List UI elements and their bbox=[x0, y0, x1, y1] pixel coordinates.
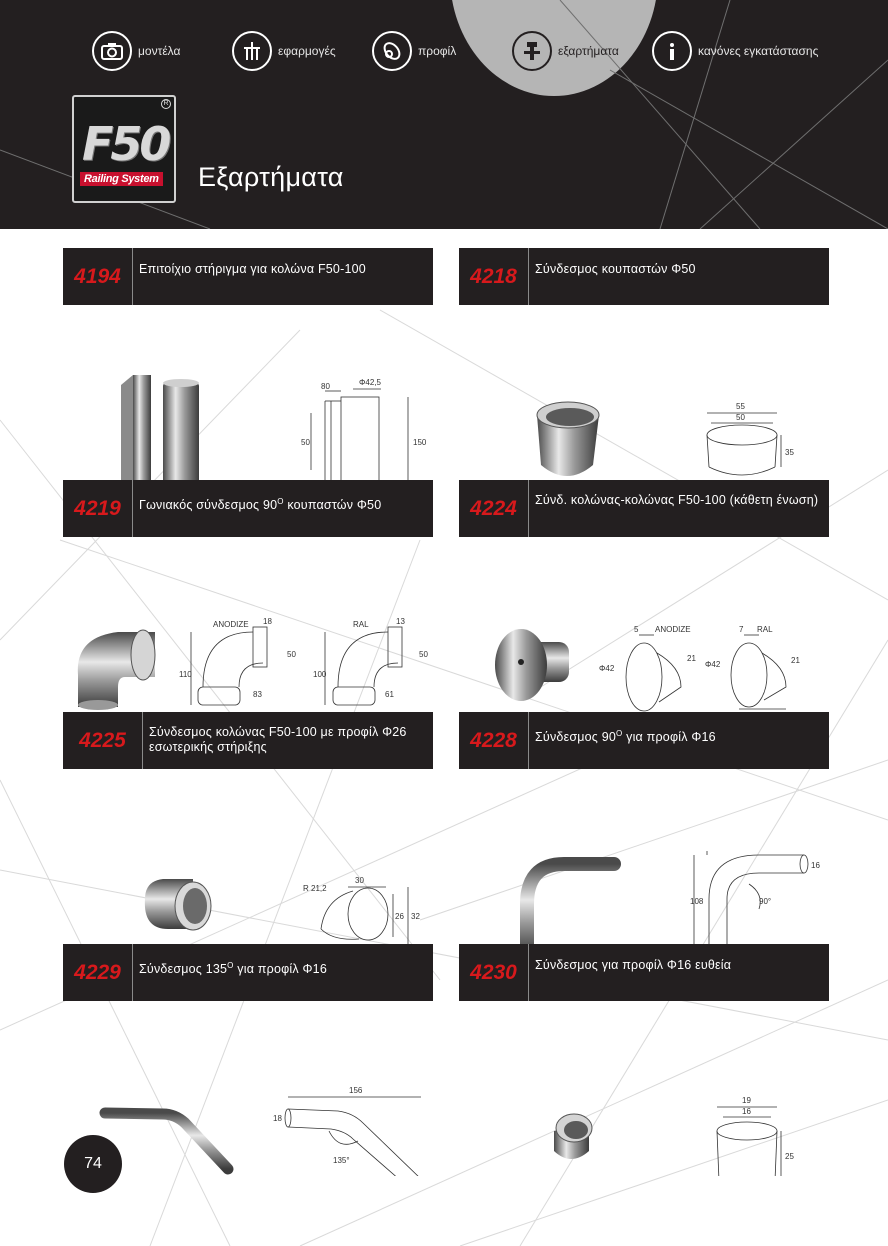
product-header bbox=[63, 248, 433, 305]
dim-label: Φ42 bbox=[599, 664, 615, 673]
dim-label: 13 bbox=[396, 617, 405, 626]
title-part: Γωνιακός σύνδεσμος 90 bbox=[139, 498, 278, 513]
product-code: 4224 bbox=[459, 480, 529, 537]
info-icon bbox=[652, 31, 692, 71]
dim-label: 30 bbox=[355, 876, 364, 885]
nav-label: μοντέλα bbox=[138, 44, 181, 58]
dim-label: 16 bbox=[742, 1107, 751, 1116]
nav-item-applications[interactable] bbox=[232, 30, 336, 72]
product-title: Επιτοίχιο στήριγμα για κολώνα F50-100 bbox=[139, 262, 366, 276]
technical-drawing bbox=[717, 1107, 781, 1176]
dim-label: 32 bbox=[411, 912, 420, 921]
page-header bbox=[0, 0, 888, 229]
product-figures bbox=[459, 1001, 829, 1176]
product-title bbox=[133, 944, 433, 1001]
dim-label: RAL bbox=[353, 620, 369, 629]
product-drawing bbox=[459, 769, 829, 944]
product-photo bbox=[527, 864, 614, 944]
degree-sup: O bbox=[227, 961, 234, 970]
camera-icon bbox=[92, 31, 132, 71]
product-figures bbox=[459, 769, 829, 944]
product-card bbox=[459, 712, 829, 944]
technical-drawing bbox=[285, 1097, 421, 1176]
product-code: 4218 bbox=[459, 248, 529, 305]
product-drawing bbox=[459, 1001, 829, 1176]
dim-label: RAL bbox=[757, 625, 773, 634]
product-figures bbox=[459, 305, 829, 480]
title-part: Σύνδεσμος 135 bbox=[139, 962, 228, 977]
product-header bbox=[63, 944, 433, 1001]
technical-drawing bbox=[707, 413, 781, 475]
product-drawing bbox=[459, 305, 829, 480]
product-code: 4194 bbox=[63, 248, 133, 305]
dim-label: 135° bbox=[333, 1156, 350, 1165]
dim-label: 150 bbox=[413, 438, 427, 447]
product-header bbox=[459, 944, 829, 1001]
product-photo bbox=[537, 402, 599, 476]
dim-label: 19 bbox=[742, 1096, 751, 1105]
dim-label: 26 bbox=[395, 912, 404, 921]
product-card bbox=[63, 944, 433, 1176]
dim-label: 7 bbox=[739, 625, 744, 634]
title-part: κουπαστών Φ50 bbox=[283, 498, 382, 513]
dim-label: R 21,2 bbox=[303, 884, 327, 893]
profile-icon bbox=[372, 31, 412, 71]
product-photo bbox=[554, 1114, 592, 1159]
nav-label: εξαρτήματα bbox=[558, 44, 619, 58]
product-figures bbox=[459, 537, 829, 712]
dim-label: 156 bbox=[349, 1086, 363, 1095]
technical-drawing bbox=[694, 851, 808, 944]
product-drawing bbox=[63, 537, 433, 712]
logo-main: F50 bbox=[82, 117, 169, 171]
product-header bbox=[63, 480, 433, 537]
nav-label: κανόνες εγκατάστασης bbox=[698, 44, 819, 58]
degree-sup: O bbox=[616, 729, 623, 738]
technical-drawing bbox=[626, 635, 786, 712]
registered-mark: R bbox=[161, 99, 171, 109]
product-code: 4225 bbox=[63, 712, 143, 769]
dim-label: 18 bbox=[263, 617, 272, 626]
product-header bbox=[459, 248, 829, 305]
accessories-icon bbox=[512, 31, 552, 71]
product-title bbox=[133, 480, 433, 537]
technical-drawing bbox=[191, 627, 402, 705]
title-part: Σύνδεσμος 90 bbox=[535, 730, 617, 745]
dim-label: 80 bbox=[321, 382, 330, 391]
title-part: για προφίλ Φ16 bbox=[622, 730, 716, 745]
dim-label: 100 bbox=[313, 670, 327, 679]
dim-label: 61 bbox=[385, 690, 394, 699]
product-header bbox=[459, 480, 829, 537]
dim-label: ANODIZE bbox=[655, 625, 691, 634]
nav-item-profiles[interactable] bbox=[372, 30, 456, 72]
product-card bbox=[63, 248, 433, 480]
dim-label: 83 bbox=[253, 690, 262, 699]
logo-sub: Railing System bbox=[80, 172, 163, 186]
dim-label: 110 bbox=[179, 670, 192, 679]
product-card bbox=[63, 712, 433, 944]
product-header bbox=[459, 712, 829, 769]
dim-label: 16 bbox=[811, 861, 820, 870]
technical-drawing bbox=[303, 389, 408, 480]
product-code: 4228 bbox=[459, 712, 529, 769]
dim-label: 35 bbox=[785, 448, 794, 457]
dim-label: 50 bbox=[301, 438, 310, 447]
product-photo bbox=[495, 629, 569, 701]
product-card bbox=[459, 480, 829, 712]
product-photo bbox=[145, 879, 211, 930]
product-title: Σύνδεσμος κουπαστών Φ50 bbox=[535, 262, 696, 276]
nav-item-models[interactable] bbox=[92, 30, 180, 72]
product-figures bbox=[63, 537, 433, 712]
dim-label: 21 bbox=[791, 656, 800, 665]
product-card bbox=[459, 248, 829, 480]
product-title bbox=[529, 712, 829, 769]
dim-label: 50 bbox=[287, 650, 296, 659]
dim-label: 108 bbox=[690, 897, 704, 906]
dim-label: Φ42 bbox=[705, 660, 721, 669]
product-code: 4219 bbox=[63, 480, 133, 537]
product-photo bbox=[121, 375, 199, 480]
product-header bbox=[63, 712, 433, 769]
title-part: για προφίλ Φ16 bbox=[233, 962, 327, 977]
dim-label: 50 bbox=[736, 413, 745, 422]
nav-label: εφαρμογές bbox=[278, 44, 336, 58]
f50-logo bbox=[72, 95, 176, 203]
product-drawing bbox=[459, 537, 829, 712]
dim-label: 5 bbox=[634, 625, 639, 634]
dim-label: 18 bbox=[273, 1114, 282, 1123]
product-code: 4229 bbox=[63, 944, 133, 1001]
degree-sup: O bbox=[277, 497, 284, 506]
product-figures bbox=[63, 769, 433, 944]
product-drawing bbox=[63, 769, 433, 944]
dim-label: 21 bbox=[687, 654, 696, 663]
page-number: 74 bbox=[64, 1135, 122, 1193]
product-card bbox=[459, 944, 829, 1176]
product-figures bbox=[63, 305, 433, 480]
nav-item-accessories[interactable] bbox=[512, 30, 619, 72]
dim-label: Φ42,5 bbox=[359, 378, 381, 387]
dim-label: 55 bbox=[736, 402, 745, 411]
product-drawing bbox=[63, 305, 433, 480]
dim-label: 25 bbox=[785, 1152, 794, 1161]
dim-label: 90° bbox=[759, 897, 772, 906]
dim-label: ANODIZE bbox=[213, 620, 249, 629]
dim-label: 50 bbox=[419, 650, 428, 659]
product-title: Σύνδεσμος για προφίλ Φ16 ευθεία bbox=[535, 958, 732, 972]
nav-label: προφίλ bbox=[418, 44, 457, 58]
product-code: 4230 bbox=[459, 944, 529, 1001]
page-title: Εξαρτήματα bbox=[198, 162, 344, 192]
product-photo bbox=[78, 630, 155, 710]
nav-item-installation-rules[interactable] bbox=[652, 30, 818, 72]
product-photo bbox=[105, 1113, 228, 1169]
product-card bbox=[63, 480, 433, 712]
product-title: Σύνδεσμος κολώνας F50-100 με προφίλ Φ26 εσωτερικής στήριξης bbox=[149, 725, 407, 754]
product-title: Σύνδ. κολώνας-κολώνας F50-100 (κάθετη ένωση) bbox=[535, 493, 819, 507]
applications-icon bbox=[232, 31, 272, 71]
